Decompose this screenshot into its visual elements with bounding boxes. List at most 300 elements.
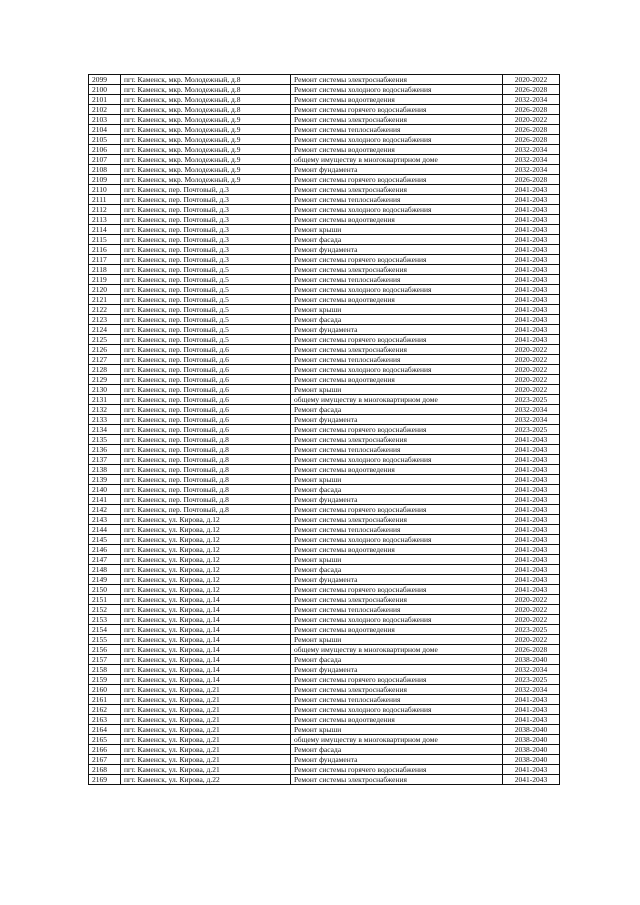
period-cell: 2032-2034: [503, 155, 560, 165]
address-cell: пгт. Каменск, ул. Кирова, д.21: [121, 685, 291, 695]
address-cell: пгт. Каменск, ул. Кирова, д.22: [121, 775, 291, 785]
table-row: [89, 195, 560, 205]
period-cell: 2023-2025: [503, 425, 560, 435]
address-cell: пгт. Каменск, ул. Кирова, д.14: [121, 595, 291, 605]
row-number-cell: 2101: [89, 95, 121, 105]
period-cell: 2041-2043: [503, 275, 560, 285]
period-cell: 2038-2040: [503, 735, 560, 745]
row-number-cell: 2100: [89, 85, 121, 95]
work-type-cell: Ремонт фундамента: [291, 165, 503, 175]
address-cell: пгт. Каменск, ул. Кирова, д.12: [121, 575, 291, 585]
work-type-cell: общему имуществу в многоквартирном доме: [291, 645, 503, 655]
row-number-cell: 2109: [89, 175, 121, 185]
row-number-cell: 2117: [89, 255, 121, 265]
work-type-cell: Ремонт системы теплоснабжения: [291, 695, 503, 705]
table-row: [89, 525, 560, 535]
table-row: [89, 85, 560, 95]
row-number-cell: 2132: [89, 405, 121, 415]
period-cell: 2041-2043: [503, 515, 560, 525]
work-type-cell: Ремонт фасада: [291, 315, 503, 325]
work-type-cell: Ремонт системы горячего водоснабжения: [291, 675, 503, 685]
row-number-cell: 2156: [89, 645, 121, 655]
address-cell: пгт. Каменск, пер. Почтовый, д.6: [121, 425, 291, 435]
work-type-cell: общему имуществу в многоквартирном доме: [291, 735, 503, 745]
table-row: [89, 165, 560, 175]
table-row: [89, 375, 560, 385]
period-cell: 2038-2040: [503, 725, 560, 735]
address-cell: пгт. Каменск, пер. Почтовый, д.3: [121, 225, 291, 235]
period-cell: 2020-2022: [503, 595, 560, 605]
address-cell: пгт. Каменск, ул. Кирова, д.14: [121, 675, 291, 685]
row-number-cell: 2120: [89, 285, 121, 295]
table-body: [89, 75, 560, 785]
work-type-cell: Ремонт фундамента: [291, 665, 503, 675]
row-number-cell: 2142: [89, 505, 121, 515]
row-number-cell: 2111: [89, 195, 121, 205]
address-cell: пгт. Каменск, пер. Почтовый, д.6: [121, 395, 291, 405]
address-cell: пгт. Каменск, ул. Кирова, д.21: [121, 715, 291, 725]
table-row: [89, 235, 560, 245]
work-type-cell: Ремонт системы водоотведения: [291, 295, 503, 305]
work-type-cell: Ремонт фасада: [291, 405, 503, 415]
address-cell: пгт. Каменск, мкр. Молодежный, д.8: [121, 75, 291, 85]
table-row: [89, 735, 560, 745]
address-cell: пгт. Каменск, ул. Кирова, д.14: [121, 605, 291, 615]
work-type-cell: Ремонт фасада: [291, 565, 503, 575]
row-number-cell: 2152: [89, 605, 121, 615]
row-number-cell: 2154: [89, 625, 121, 635]
work-type-cell: Ремонт системы холодного водоснабжения: [291, 705, 503, 715]
row-number-cell: 2129: [89, 375, 121, 385]
table-row: [89, 365, 560, 375]
address-cell: пгт. Каменск, пер. Почтовый, д.5: [121, 305, 291, 315]
address-cell: пгт. Каменск, пер. Почтовый, д.5: [121, 265, 291, 275]
address-cell: пгт. Каменск, ул. Кирова, д.12: [121, 525, 291, 535]
work-type-cell: Ремонт системы электроснабжения: [291, 185, 503, 195]
row-number-cell: 2150: [89, 585, 121, 595]
address-cell: пгт. Каменск, пер. Почтовый, д.3: [121, 255, 291, 265]
period-cell: 2032-2034: [503, 685, 560, 695]
period-cell: 2041-2043: [503, 245, 560, 255]
row-number-cell: 2103: [89, 115, 121, 125]
period-cell: 2026-2028: [503, 645, 560, 655]
period-cell: 2023-2025: [503, 625, 560, 635]
period-cell: 2026-2028: [503, 175, 560, 185]
table-row: [89, 95, 560, 105]
period-cell: 2032-2034: [503, 165, 560, 175]
address-cell: пгт. Каменск, ул. Кирова, д.14: [121, 625, 291, 635]
table-row: [89, 305, 560, 315]
period-cell: 2023-2025: [503, 395, 560, 405]
period-cell: 2041-2043: [503, 545, 560, 555]
period-cell: 2020-2022: [503, 365, 560, 375]
table-row: [89, 625, 560, 635]
address-cell: пгт. Каменск, пер. Почтовый, д.8: [121, 495, 291, 505]
table-row: [89, 535, 560, 545]
period-cell: 2032-2034: [503, 415, 560, 425]
address-cell: пгт. Каменск, мкр. Молодежный, д.9: [121, 175, 291, 185]
work-type-cell: Ремонт системы холодного водоснабжения: [291, 205, 503, 215]
address-cell: пгт. Каменск, ул. Кирова, д.14: [121, 615, 291, 625]
address-cell: пгт. Каменск, ул. Кирова, д.14: [121, 665, 291, 675]
period-cell: 2041-2043: [503, 435, 560, 445]
row-number-cell: 2107: [89, 155, 121, 165]
table-row: [89, 495, 560, 505]
row-number-cell: 2114: [89, 225, 121, 235]
work-type-cell: Ремонт системы холодного водоснабжения: [291, 135, 503, 145]
table-row: [89, 295, 560, 305]
address-cell: пгт. Каменск, пер. Почтовый, д.5: [121, 315, 291, 325]
row-number-cell: 2151: [89, 595, 121, 605]
work-type-cell: Ремонт системы электроснабжения: [291, 345, 503, 355]
work-type-cell: Ремонт системы горячего водоснабжения: [291, 765, 503, 775]
work-type-cell: Ремонт системы теплоснабжения: [291, 525, 503, 535]
address-cell: пгт. Каменск, ул. Кирова, д.12: [121, 515, 291, 525]
row-number-cell: 2105: [89, 135, 121, 145]
period-cell: 2041-2043: [503, 255, 560, 265]
address-cell: пгт. Каменск, пер. Почтовый, д.6: [121, 365, 291, 375]
table-row: [89, 115, 560, 125]
address-cell: пгт. Каменск, пер. Почтовый, д.8: [121, 445, 291, 455]
table-row: [89, 555, 560, 565]
table-row: [89, 745, 560, 755]
table-row: [89, 265, 560, 275]
address-cell: пгт. Каменск, ул. Кирова, д.21: [121, 725, 291, 735]
work-type-cell: общему имуществу в многоквартирном доме: [291, 155, 503, 165]
table-row: [89, 345, 560, 355]
work-type-cell: Ремонт системы холодного водоснабжения: [291, 85, 503, 95]
period-cell: 2041-2043: [503, 225, 560, 235]
address-cell: пгт. Каменск, пер. Почтовый, д.5: [121, 325, 291, 335]
period-cell: 2020-2022: [503, 75, 560, 85]
work-type-cell: Ремонт крыши: [291, 225, 503, 235]
table-row: [89, 695, 560, 705]
period-cell: 2038-2040: [503, 755, 560, 765]
table-row: [89, 725, 560, 735]
row-number-cell: 2162: [89, 705, 121, 715]
period-cell: 2041-2043: [503, 455, 560, 465]
period-cell: 2041-2043: [503, 565, 560, 575]
row-number-cell: 2134: [89, 425, 121, 435]
work-type-cell: Ремонт крыши: [291, 385, 503, 395]
table-row: [89, 245, 560, 255]
work-type-cell: Ремонт системы электроснабжения: [291, 435, 503, 445]
row-number-cell: 2127: [89, 355, 121, 365]
row-number-cell: 2155: [89, 635, 121, 645]
work-type-cell: Ремонт фасада: [291, 745, 503, 755]
work-type-cell: Ремонт системы водоотведения: [291, 95, 503, 105]
address-cell: пгт. Каменск, мкр. Молодежный, д.9: [121, 125, 291, 135]
row-number-cell: 2158: [89, 665, 121, 675]
address-cell: пгт. Каменск, ул. Кирова, д.12: [121, 545, 291, 555]
work-type-cell: Ремонт фасада: [291, 655, 503, 665]
row-number-cell: 2137: [89, 455, 121, 465]
address-cell: пгт. Каменск, ул. Кирова, д.14: [121, 655, 291, 665]
row-number-cell: 2161: [89, 695, 121, 705]
table-row: [89, 285, 560, 295]
work-type-cell: Ремонт системы теплоснабжения: [291, 445, 503, 455]
work-type-cell: Ремонт системы электроснабжения: [291, 595, 503, 605]
period-cell: 2041-2043: [503, 715, 560, 725]
period-cell: 2041-2043: [503, 485, 560, 495]
address-cell: пгт. Каменск, ул. Кирова, д.21: [121, 705, 291, 715]
row-number-cell: 2099: [89, 75, 121, 85]
work-type-cell: Ремонт системы теплоснабжения: [291, 355, 503, 365]
row-number-cell: 2159: [89, 675, 121, 685]
period-cell: 2041-2043: [503, 195, 560, 205]
row-number-cell: 2138: [89, 465, 121, 475]
address-cell: пгт. Каменск, пер. Почтовый, д.8: [121, 435, 291, 445]
address-cell: пгт. Каменск, пер. Почтовый, д.8: [121, 485, 291, 495]
table-row: [89, 505, 560, 515]
row-number-cell: 2157: [89, 655, 121, 665]
address-cell: пгт. Каменск, пер. Почтовый, д.8: [121, 455, 291, 465]
period-cell: 2041-2043: [503, 495, 560, 505]
row-number-cell: 2135: [89, 435, 121, 445]
table-row: [89, 585, 560, 595]
address-cell: пгт. Каменск, мкр. Молодежный, д.8: [121, 85, 291, 95]
period-cell: 2041-2043: [503, 315, 560, 325]
table-row: [89, 755, 560, 765]
address-cell: пгт. Каменск, ул. Кирова, д.21: [121, 745, 291, 755]
table-row: [89, 215, 560, 225]
address-cell: пгт. Каменск, ул. Кирова, д.21: [121, 695, 291, 705]
period-cell: 2041-2043: [503, 325, 560, 335]
work-type-cell: Ремонт фундамента: [291, 755, 503, 765]
table-row: [89, 75, 560, 85]
table-row: [89, 615, 560, 625]
row-number-cell: 2167: [89, 755, 121, 765]
period-cell: 2041-2043: [503, 585, 560, 595]
period-cell: 2032-2034: [503, 405, 560, 415]
row-number-cell: 2110: [89, 185, 121, 195]
address-cell: пгт. Каменск, мкр. Молодежный, д.9: [121, 155, 291, 165]
repair-schedule-table: [88, 74, 560, 785]
period-cell: 2020-2022: [503, 375, 560, 385]
row-number-cell: 2166: [89, 745, 121, 755]
work-type-cell: Ремонт системы теплоснабжения: [291, 125, 503, 135]
address-cell: пгт. Каменск, пер. Почтовый, д.5: [121, 285, 291, 295]
work-type-cell: Ремонт системы теплоснабжения: [291, 605, 503, 615]
table-row: [89, 435, 560, 445]
row-number-cell: 2118: [89, 265, 121, 275]
row-number-cell: 2115: [89, 235, 121, 245]
row-number-cell: 2164: [89, 725, 121, 735]
work-type-cell: Ремонт системы электроснабжения: [291, 775, 503, 785]
table-row: [89, 275, 560, 285]
address-cell: пгт. Каменск, ул. Кирова, д.21: [121, 755, 291, 765]
row-number-cell: 2165: [89, 735, 121, 745]
period-cell: 2041-2043: [503, 575, 560, 585]
work-type-cell: Ремонт фундамента: [291, 575, 503, 585]
work-type-cell: Ремонт системы теплоснабжения: [291, 195, 503, 205]
table-row: [89, 705, 560, 715]
address-cell: пгт. Каменск, мкр. Молодежный, д.8: [121, 105, 291, 115]
address-cell: пгт. Каменск, мкр. Молодежный, д.9: [121, 115, 291, 125]
row-number-cell: 2133: [89, 415, 121, 425]
table-row: [89, 175, 560, 185]
row-number-cell: 2125: [89, 335, 121, 345]
address-cell: пгт. Каменск, пер. Почтовый, д.6: [121, 405, 291, 415]
table-row: [89, 205, 560, 215]
period-cell: 2041-2043: [503, 265, 560, 275]
address-cell: пгт. Каменск, пер. Почтовый, д.3: [121, 195, 291, 205]
address-cell: пгт. Каменск, пер. Почтовый, д.6: [121, 375, 291, 385]
table-row: [89, 395, 560, 405]
work-type-cell: Ремонт системы электроснабжения: [291, 75, 503, 85]
table-row: [89, 635, 560, 645]
period-cell: 2026-2028: [503, 105, 560, 115]
row-number-cell: 2141: [89, 495, 121, 505]
row-number-cell: 2119: [89, 275, 121, 285]
address-cell: пгт. Каменск, пер. Почтовый, д.5: [121, 335, 291, 345]
table-row: [89, 145, 560, 155]
period-cell: 2020-2022: [503, 355, 560, 365]
work-type-cell: Ремонт системы теплоснабжения: [291, 275, 503, 285]
period-cell: 2041-2043: [503, 695, 560, 705]
work-type-cell: Ремонт фасада: [291, 235, 503, 245]
row-number-cell: 2124: [89, 325, 121, 335]
work-type-cell: Ремонт системы горячего водоснабжения: [291, 425, 503, 435]
table-row: [89, 335, 560, 345]
row-number-cell: 2149: [89, 575, 121, 585]
address-cell: пгт. Каменск, пер. Почтовый, д.5: [121, 295, 291, 305]
period-cell: 2020-2022: [503, 605, 560, 615]
row-number-cell: 2160: [89, 685, 121, 695]
table-row: [89, 565, 560, 575]
table-row: [89, 485, 560, 495]
period-cell: 2038-2040: [503, 745, 560, 755]
period-cell: 2020-2022: [503, 385, 560, 395]
row-number-cell: 2145: [89, 535, 121, 545]
table-row: [89, 775, 560, 785]
row-number-cell: 2140: [89, 485, 121, 495]
address-cell: пгт. Каменск, ул. Кирова, д.12: [121, 535, 291, 545]
row-number-cell: 2143: [89, 515, 121, 525]
address-cell: пгт. Каменск, мкр. Молодежный, д.9: [121, 135, 291, 145]
period-cell: 2041-2043: [503, 775, 560, 785]
period-cell: 2041-2043: [503, 215, 560, 225]
work-type-cell: Ремонт крыши: [291, 555, 503, 565]
table-row: [89, 385, 560, 395]
table-row: [89, 105, 560, 115]
row-number-cell: 2136: [89, 445, 121, 455]
table-row: [89, 445, 560, 455]
row-number-cell: 2163: [89, 715, 121, 725]
period-cell: 2041-2043: [503, 185, 560, 195]
address-cell: пгт. Каменск, пер. Почтовый, д.6: [121, 345, 291, 355]
table-row: [89, 325, 560, 335]
address-cell: пгт. Каменск, ул. Кирова, д.12: [121, 555, 291, 565]
period-cell: 2041-2043: [503, 555, 560, 565]
work-type-cell: Ремонт системы холодного водоснабжения: [291, 455, 503, 465]
work-type-cell: Ремонт системы электроснабжения: [291, 265, 503, 275]
table-row: [89, 355, 560, 365]
work-type-cell: Ремонт системы горячего водоснабжения: [291, 255, 503, 265]
work-type-cell: Ремонт системы холодного водоснабжения: [291, 365, 503, 375]
address-cell: пгт. Каменск, пер. Почтовый, д.3: [121, 245, 291, 255]
table-row: [89, 605, 560, 615]
work-type-cell: Ремонт фундамента: [291, 415, 503, 425]
row-number-cell: 2122: [89, 305, 121, 315]
table-row: [89, 715, 560, 725]
address-cell: пгт. Каменск, пер. Почтовый, д.6: [121, 355, 291, 365]
table-row: [89, 185, 560, 195]
work-type-cell: Ремонт фундамента: [291, 245, 503, 255]
period-cell: 2041-2043: [503, 445, 560, 455]
work-type-cell: Ремонт системы электроснабжения: [291, 515, 503, 525]
work-type-cell: Ремонт крыши: [291, 475, 503, 485]
address-cell: пгт. Каменск, мкр. Молодежный, д.9: [121, 165, 291, 175]
table-row: [89, 255, 560, 265]
row-number-cell: 2128: [89, 365, 121, 375]
table-row: [89, 515, 560, 525]
row-number-cell: 2102: [89, 105, 121, 115]
period-cell: 2038-2040: [503, 655, 560, 665]
table-row: [89, 455, 560, 465]
table-row: [89, 425, 560, 435]
address-cell: пгт. Каменск, пер. Почтовый, д.8: [121, 505, 291, 515]
work-type-cell: Ремонт системы водоотведения: [291, 465, 503, 475]
table-row: [89, 665, 560, 675]
address-cell: пгт. Каменск, пер. Почтовый, д.8: [121, 465, 291, 475]
work-type-cell: Ремонт системы водоотведения: [291, 215, 503, 225]
address-cell: пгт. Каменск, пер. Почтовый, д.8: [121, 475, 291, 485]
period-cell: 2026-2028: [503, 125, 560, 135]
period-cell: 2041-2043: [503, 305, 560, 315]
row-number-cell: 2112: [89, 205, 121, 215]
work-type-cell: Ремонт системы холодного водоснабжения: [291, 615, 503, 625]
period-cell: 2041-2043: [503, 505, 560, 515]
row-number-cell: 2130: [89, 385, 121, 395]
period-cell: 2020-2022: [503, 615, 560, 625]
row-number-cell: 2131: [89, 395, 121, 405]
row-number-cell: 2147: [89, 555, 121, 565]
row-number-cell: 2116: [89, 245, 121, 255]
address-cell: пгт. Каменск, ул. Кирова, д.12: [121, 565, 291, 575]
address-cell: пгт. Каменск, пер. Почтовый, д.5: [121, 275, 291, 285]
period-cell: 2041-2043: [503, 295, 560, 305]
address-cell: пгт. Каменск, пер. Почтовый, д.3: [121, 185, 291, 195]
work-type-cell: Ремонт системы водоотведения: [291, 375, 503, 385]
row-number-cell: 2104: [89, 125, 121, 135]
table-row: [89, 155, 560, 165]
work-type-cell: Ремонт системы водоотведения: [291, 715, 503, 725]
row-number-cell: 2126: [89, 345, 121, 355]
work-type-cell: Ремонт системы холодного водоснабжения: [291, 535, 503, 545]
period-cell: 2032-2034: [503, 145, 560, 155]
table-row: [89, 475, 560, 485]
address-cell: пгт. Каменск, ул. Кирова, д.21: [121, 765, 291, 775]
work-type-cell: Ремонт системы водоотведения: [291, 625, 503, 635]
row-number-cell: 2169: [89, 775, 121, 785]
address-cell: пгт. Каменск, ул. Кирова, д.12: [121, 585, 291, 595]
period-cell: 2041-2043: [503, 535, 560, 545]
table-row: [89, 675, 560, 685]
row-number-cell: 2153: [89, 615, 121, 625]
period-cell: 2041-2043: [503, 465, 560, 475]
table-row: [89, 315, 560, 325]
period-cell: 2032-2034: [503, 95, 560, 105]
work-type-cell: Ремонт фасада: [291, 485, 503, 495]
table-row: [89, 655, 560, 665]
table-row: [89, 415, 560, 425]
row-number-cell: 2121: [89, 295, 121, 305]
row-number-cell: 2139: [89, 475, 121, 485]
address-cell: пгт. Каменск, мкр. Молодежный, д.9: [121, 145, 291, 155]
period-cell: 2041-2043: [503, 285, 560, 295]
period-cell: 2041-2043: [503, 205, 560, 215]
